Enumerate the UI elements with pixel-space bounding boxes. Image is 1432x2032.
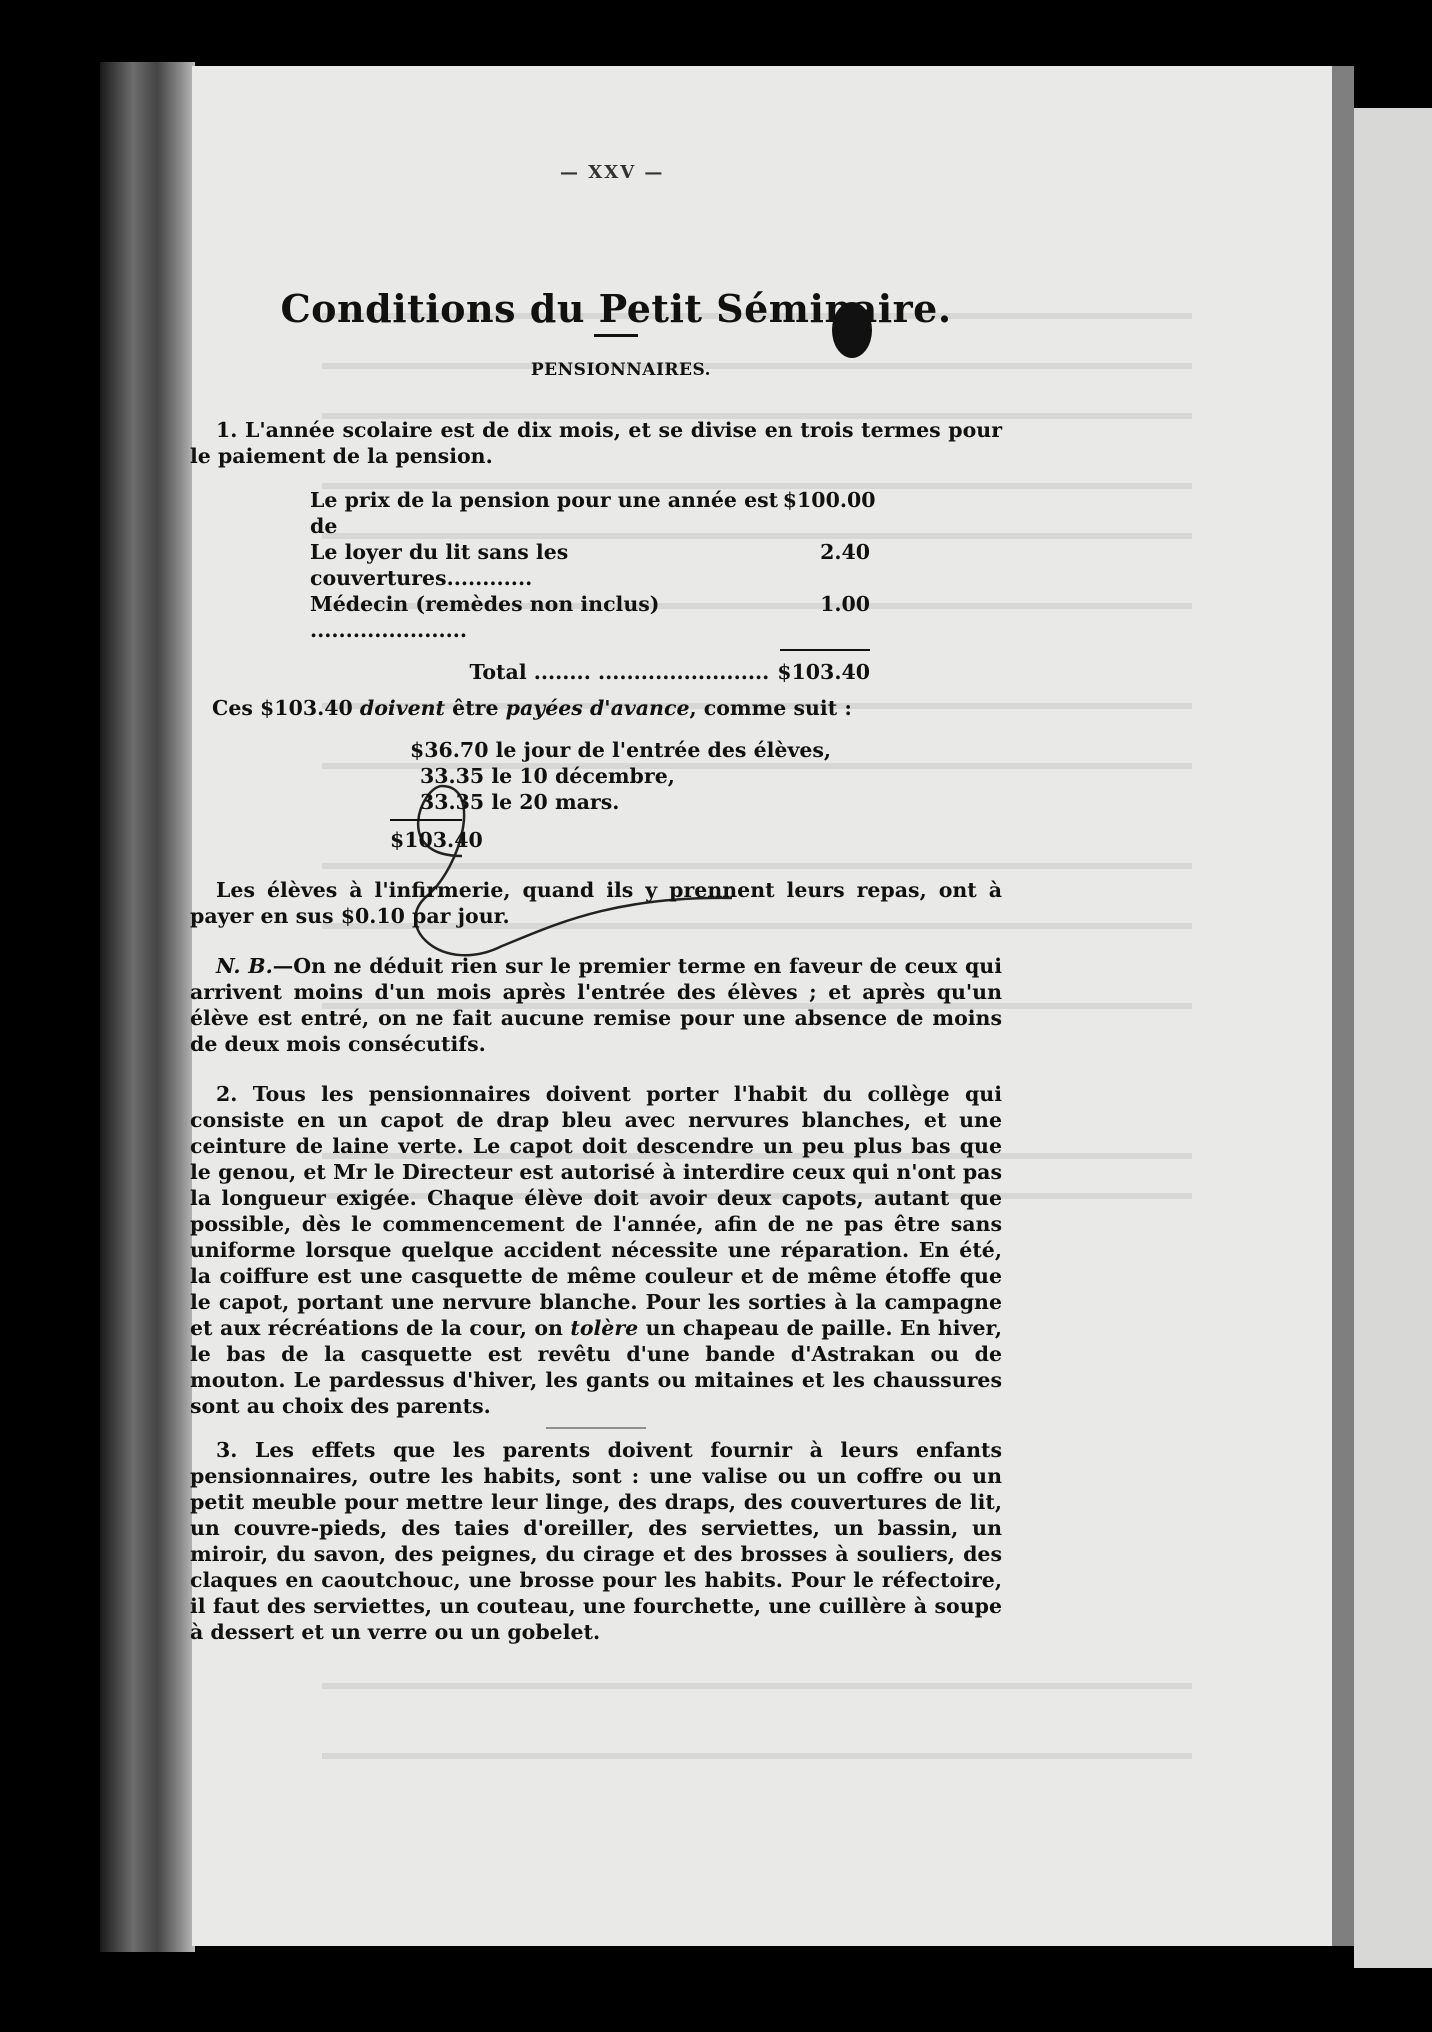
nb-text: —On ne déduit rien sur le premier terme en faveur de ceux qui arrivent moins d'un mois après l'entrée des élèves ; et après qu'un élève est entré, on ne fait aucune remise pour une absence de moins de deux mois consécutifs.: [190, 954, 1002, 1056]
fee-table: [310, 487, 876, 685]
advance-em: doivent: [359, 696, 446, 720]
total-amount: $103.40: [777, 660, 870, 684]
fee-label: Médecin (remèdes non inclus) ......................: [310, 592, 660, 642]
total-label: Total ........ ........................: [469, 660, 770, 684]
advance-text: être: [445, 696, 506, 720]
total-row: [310, 659, 870, 685]
fee-row: [310, 539, 870, 591]
schedule-rule: [390, 819, 462, 821]
schedule-item: 33.35 le 20 mars.: [420, 790, 620, 814]
fee-amount: 2.40: [820, 540, 870, 564]
page-title: Conditions du Petit Séminaire.: [280, 286, 952, 331]
title-rule: [594, 334, 638, 337]
fee-row: [310, 487, 876, 539]
p2-text: 2. Tous les pensionnaires doivent porter l'habit du collège qui consiste en un capot de drap bleu avec nervures blanches, et une ceinture de laine verte. Le capot doit descendre un peu plus bas que le genou, et Mr le Directeur est autorisé à interdire ceux qui n'ont pas la longueur exigée. Chaque élève doit avoir deux capots, autant que possible, dès le commencement de l'année, afin de ne pas être sans uniforme lorsque quelque accident nécessite une réparation. En été, la coiffure est une casquette de même couleur et de même étoffe que le capot, portant une nervure blanche. Pour les sorties à la campagne et aux récréations de la cour, on: [190, 1082, 1002, 1340]
advance-text: Ces $103.40: [212, 696, 360, 720]
advance-em: payées d'avance: [505, 696, 690, 720]
separator: [546, 1427, 646, 1429]
p2-text: un chapeau de paille. En hiver, le bas de la casquette est revêtu d'une bande d'Astrakan ou de mouton. Le pardessus d'hiver, les gants ou mitaines et les chaussures sont au choix des parents.: [190, 1316, 1002, 1418]
facing-page: [1354, 108, 1432, 1968]
fee-label: Le loyer du lit sans les couvertures............: [310, 540, 569, 590]
p2-em: tolère: [570, 1316, 639, 1340]
fee-row: [310, 591, 870, 643]
fee-label: Le prix de la pension pour une année est de: [310, 488, 779, 538]
schedule-total: $103.40: [390, 828, 483, 852]
total-rule: [780, 649, 870, 651]
schedule-item: 33.35 le 10 décembre,: [420, 764, 675, 788]
page-content: [190, 160, 1002, 1645]
fee-amount: 1.00: [820, 592, 870, 616]
paragraph-1: 1. L'année scolaire est de dix mois, et se divise en trois termes pour le paiement de la pension.: [190, 418, 1002, 468]
schedule-item: $36.70 le jour de l'entrée des élèves,: [410, 738, 832, 762]
fee-amount: $100.00: [782, 488, 876, 512]
section-heading: PENSIONNAIRES.: [530, 360, 712, 380]
page-edge: [1332, 66, 1354, 1946]
paragraph-2: [190, 1081, 1002, 1419]
book-spine: [100, 62, 195, 1952]
infirmary-paragraph: Les élèves à l'infirmerie, quand ils y prennent leurs repas, ont à payer en sus $0.10 par jour.: [190, 878, 1002, 928]
nb-label: N. B.: [216, 954, 273, 978]
nb-paragraph: [190, 953, 1002, 1057]
advance-payment-line: [190, 695, 1002, 721]
folio: — XXV —: [560, 162, 665, 183]
paragraph-3: 3. Les effets que les parents doivent fournir à leurs enfants pensionnaires, outre les habits, sont : une valise ou un coffre ou un petit meuble pour mettre leur linge, des draps, des couvertures de lit, un couvre-pieds, des taies d'oreiller, des serviettes, un bassin, un miroir, du savon, des peignes, du cirage et des brosses à souliers, des claques en caoutchouc, une brosse pour les habits. Pour le réfectoire, il faut des serviettes, un couteau, une fourchette, une cuillère à soupe à dessert et un verre ou un gobelet.: [190, 1438, 1002, 1644]
payment-schedule: [410, 737, 1002, 815]
advance-text: , comme suit :: [689, 696, 852, 720]
